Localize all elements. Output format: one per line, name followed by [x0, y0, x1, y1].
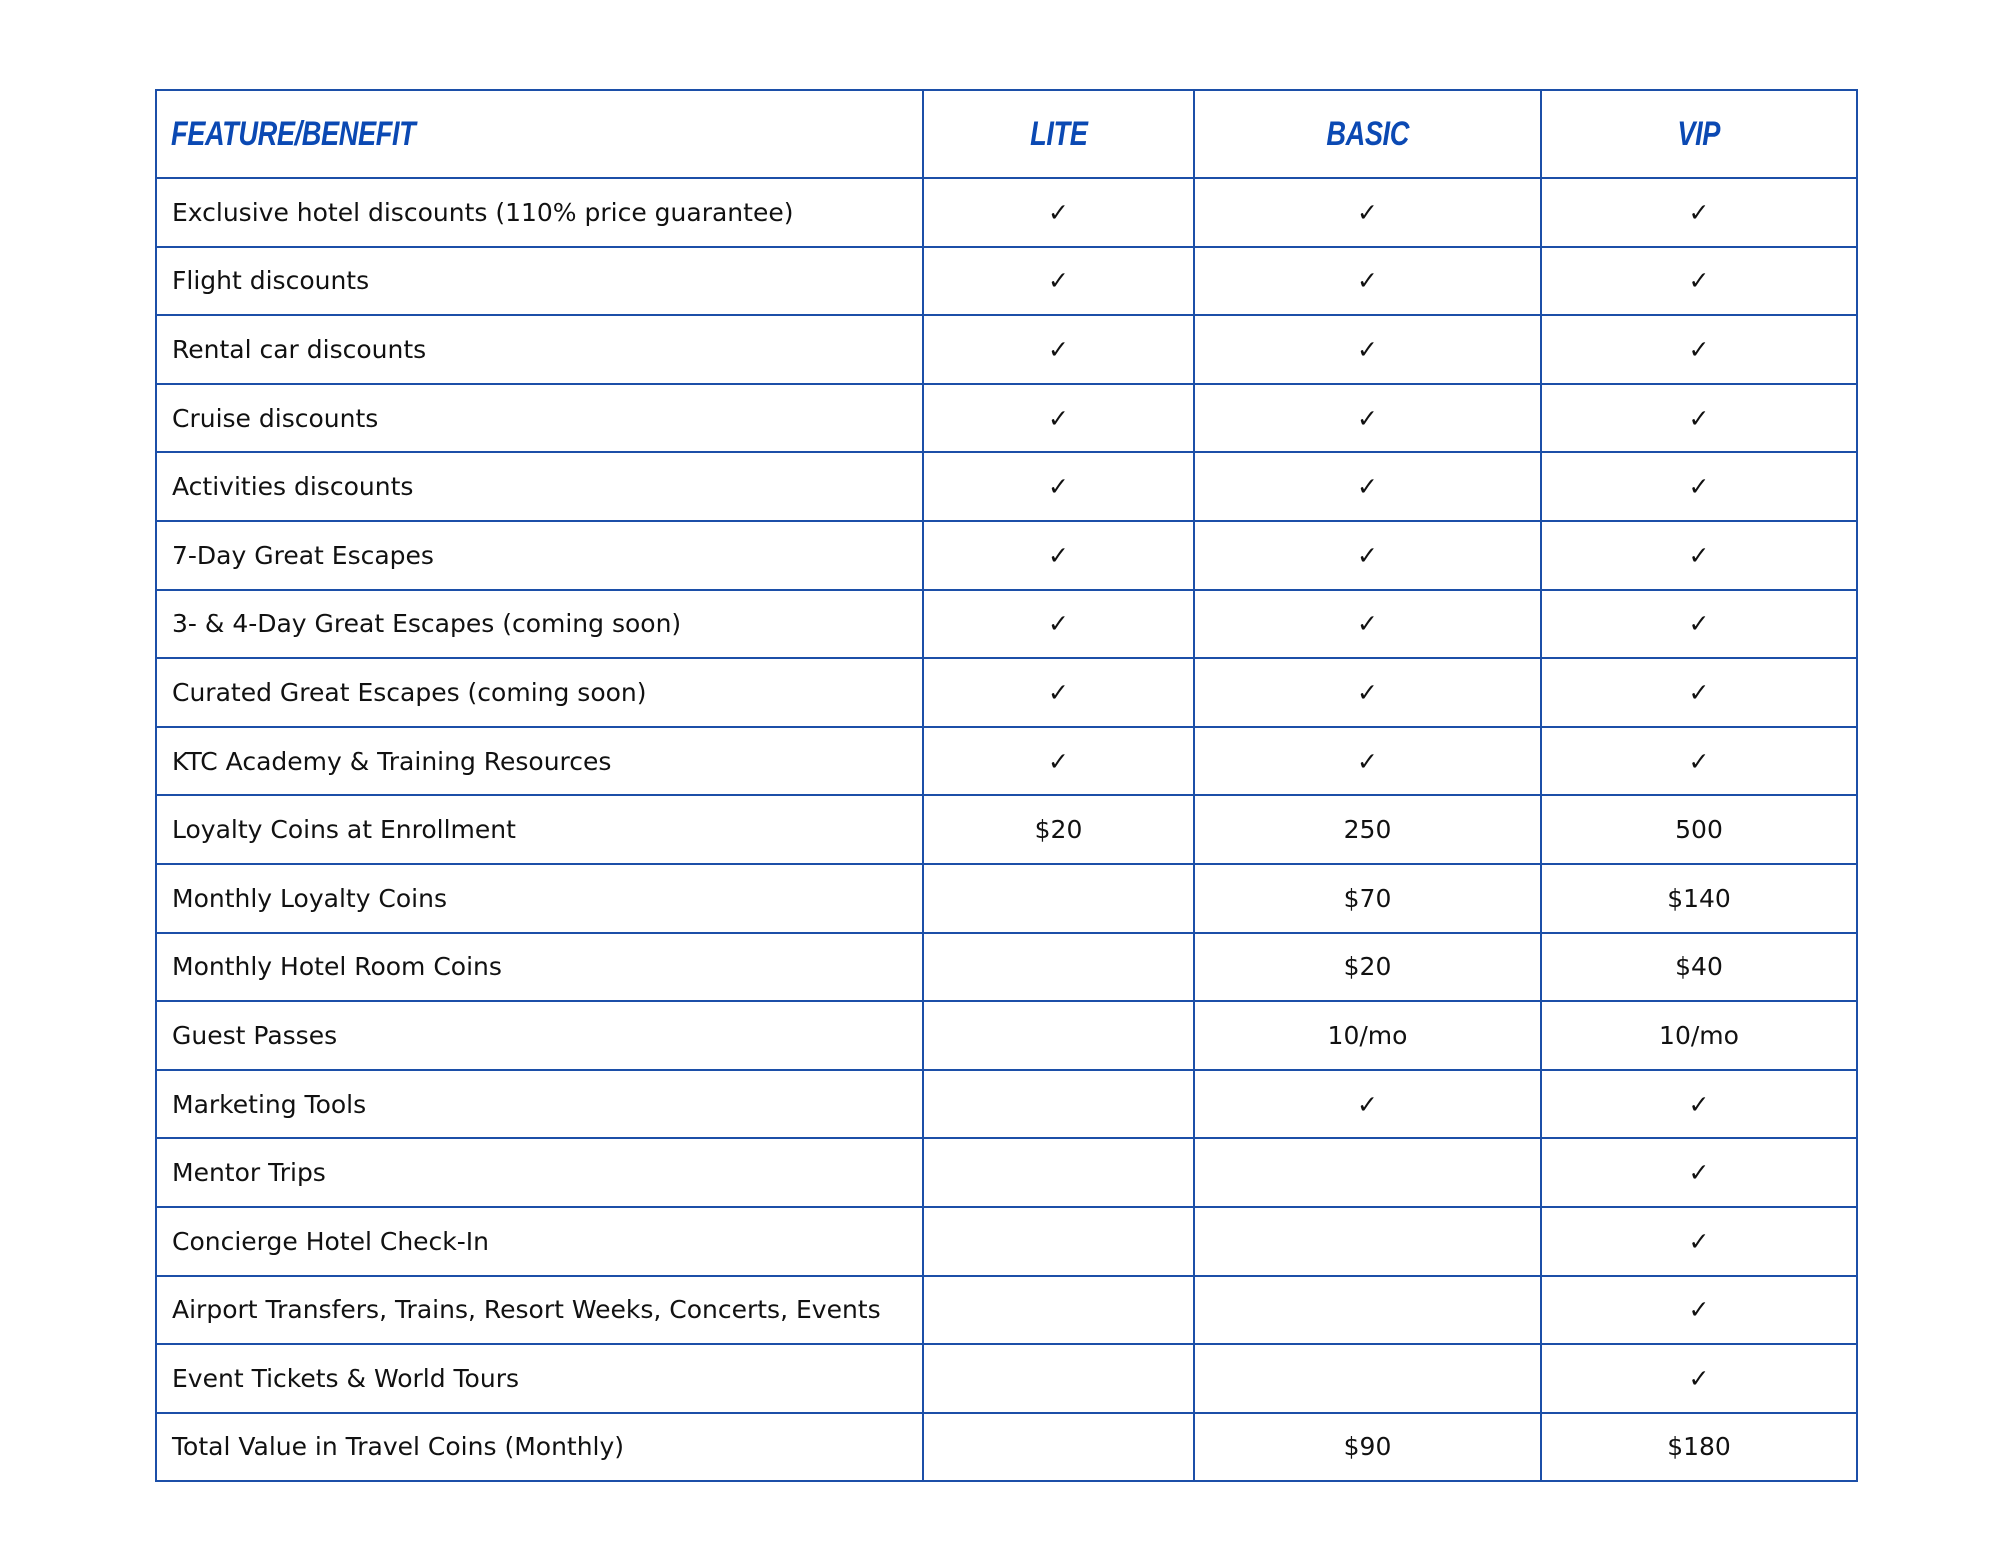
feature-cell: Loyalty Coins at Enrollment: [156, 795, 923, 864]
table-row: [156, 1001, 1857, 1070]
feature-cell: Activities discounts: [156, 452, 923, 521]
lite-cell: ✓: [923, 658, 1194, 727]
basic-cell: [1194, 1138, 1541, 1207]
feature-cell: Event Tickets & World Tours: [156, 1344, 923, 1413]
table-row: [156, 864, 1857, 933]
lite-cell: [923, 1070, 1194, 1139]
lite-cell: ✓: [923, 590, 1194, 659]
feature-cell: Guest Passes: [156, 1001, 923, 1070]
lite-cell: ✓: [923, 315, 1194, 384]
lite-cell: ✓: [923, 521, 1194, 590]
lite-cell: ✓: [923, 452, 1194, 521]
vip-cell: ✓: [1541, 247, 1857, 316]
lite-cell: $20: [923, 795, 1194, 864]
vip-cell: $180: [1541, 1413, 1857, 1482]
feature-cell: Marketing Tools: [156, 1070, 923, 1139]
basic-cell: ✓: [1194, 178, 1541, 247]
table-row: [156, 1413, 1857, 1482]
vip-cell: ✓: [1541, 315, 1857, 384]
basic-cell: ✓: [1194, 658, 1541, 727]
table-row: [156, 727, 1857, 796]
basic-cell: $20: [1194, 933, 1541, 1002]
lite-cell: [923, 933, 1194, 1002]
vip-cell: ✓: [1541, 452, 1857, 521]
lite-cell: [923, 1413, 1194, 1482]
feature-cell: 7-Day Great Escapes: [156, 521, 923, 590]
feature-cell: Curated Great Escapes (coming soon): [156, 658, 923, 727]
table-row: [156, 1207, 1857, 1276]
feature-cell: Airport Transfers, Trains, Resort Weeks, Concerts, Events: [156, 1276, 923, 1345]
feature-cell: Flight discounts: [156, 247, 923, 316]
table-body: [156, 178, 1857, 1481]
vip-cell: $40: [1541, 933, 1857, 1002]
comparison-table: [155, 89, 1858, 1482]
table-row: [156, 521, 1857, 590]
vip-cell: ✓: [1541, 590, 1857, 659]
lite-cell: [923, 1001, 1194, 1070]
vip-cell: ✓: [1541, 658, 1857, 727]
basic-cell: 250: [1194, 795, 1541, 864]
basic-cell: [1194, 1207, 1541, 1276]
basic-cell: $90: [1194, 1413, 1541, 1482]
basic-cell: ✓: [1194, 1070, 1541, 1139]
basic-cell: ✓: [1194, 452, 1541, 521]
feature-cell: Cruise discounts: [156, 384, 923, 453]
lite-cell: ✓: [923, 384, 1194, 453]
table-row: [156, 1070, 1857, 1139]
feature-cell: Monthly Loyalty Coins: [156, 864, 923, 933]
vip-cell: ✓: [1541, 384, 1857, 453]
table-row: [156, 315, 1857, 384]
basic-cell: ✓: [1194, 590, 1541, 659]
basic-cell: $70: [1194, 864, 1541, 933]
table-row: [156, 1138, 1857, 1207]
feature-cell: KTC Academy & Training Resources: [156, 727, 923, 796]
table-row: [156, 247, 1857, 316]
vip-cell: ✓: [1541, 1276, 1857, 1345]
vip-cell: 10/mo: [1541, 1001, 1857, 1070]
vip-cell: ✓: [1541, 178, 1857, 247]
lite-cell: ✓: [923, 178, 1194, 247]
table-row: [156, 384, 1857, 453]
table-row: [156, 452, 1857, 521]
basic-cell: 10/mo: [1194, 1001, 1541, 1070]
feature-cell: Total Value in Travel Coins (Monthly): [156, 1413, 923, 1482]
header-lite: LITE: [923, 90, 1194, 178]
basic-cell: [1194, 1344, 1541, 1413]
feature-cell: 3- & 4-Day Great Escapes (coming soon): [156, 590, 923, 659]
table-row: [156, 933, 1857, 1002]
lite-cell: [923, 1138, 1194, 1207]
basic-cell: ✓: [1194, 384, 1541, 453]
basic-cell: ✓: [1194, 521, 1541, 590]
vip-cell: ✓: [1541, 727, 1857, 796]
lite-cell: [923, 864, 1194, 933]
lite-cell: [923, 1207, 1194, 1276]
table-row: [156, 1344, 1857, 1413]
basic-cell: [1194, 1276, 1541, 1345]
basic-cell: ✓: [1194, 247, 1541, 316]
vip-cell: ✓: [1541, 1138, 1857, 1207]
lite-cell: ✓: [923, 247, 1194, 316]
header-basic: BASIC: [1194, 90, 1541, 178]
vip-cell: 500: [1541, 795, 1857, 864]
feature-cell: Mentor Trips: [156, 1138, 923, 1207]
feature-cell: Concierge Hotel Check-In: [156, 1207, 923, 1276]
table-row: [156, 178, 1857, 247]
vip-cell: ✓: [1541, 1344, 1857, 1413]
vip-cell: ✓: [1541, 1207, 1857, 1276]
vip-cell: ✓: [1541, 1070, 1857, 1139]
feature-cell: Exclusive hotel discounts (110% price guarantee): [156, 178, 923, 247]
header-vip: VIP: [1541, 90, 1857, 178]
basic-cell: ✓: [1194, 727, 1541, 796]
lite-cell: [923, 1276, 1194, 1345]
lite-cell: [923, 1344, 1194, 1413]
header-feature: FEATURE/BENEFIT: [156, 90, 923, 178]
table-row: [156, 658, 1857, 727]
feature-cell: Rental car discounts: [156, 315, 923, 384]
lite-cell: ✓: [923, 727, 1194, 796]
table-row: [156, 1276, 1857, 1345]
feature-cell: Monthly Hotel Room Coins: [156, 933, 923, 1002]
basic-cell: ✓: [1194, 315, 1541, 384]
vip-cell: ✓: [1541, 521, 1857, 590]
header-row: [156, 90, 1857, 178]
vip-cell: $140: [1541, 864, 1857, 933]
table-row: [156, 590, 1857, 659]
table-row: [156, 795, 1857, 864]
